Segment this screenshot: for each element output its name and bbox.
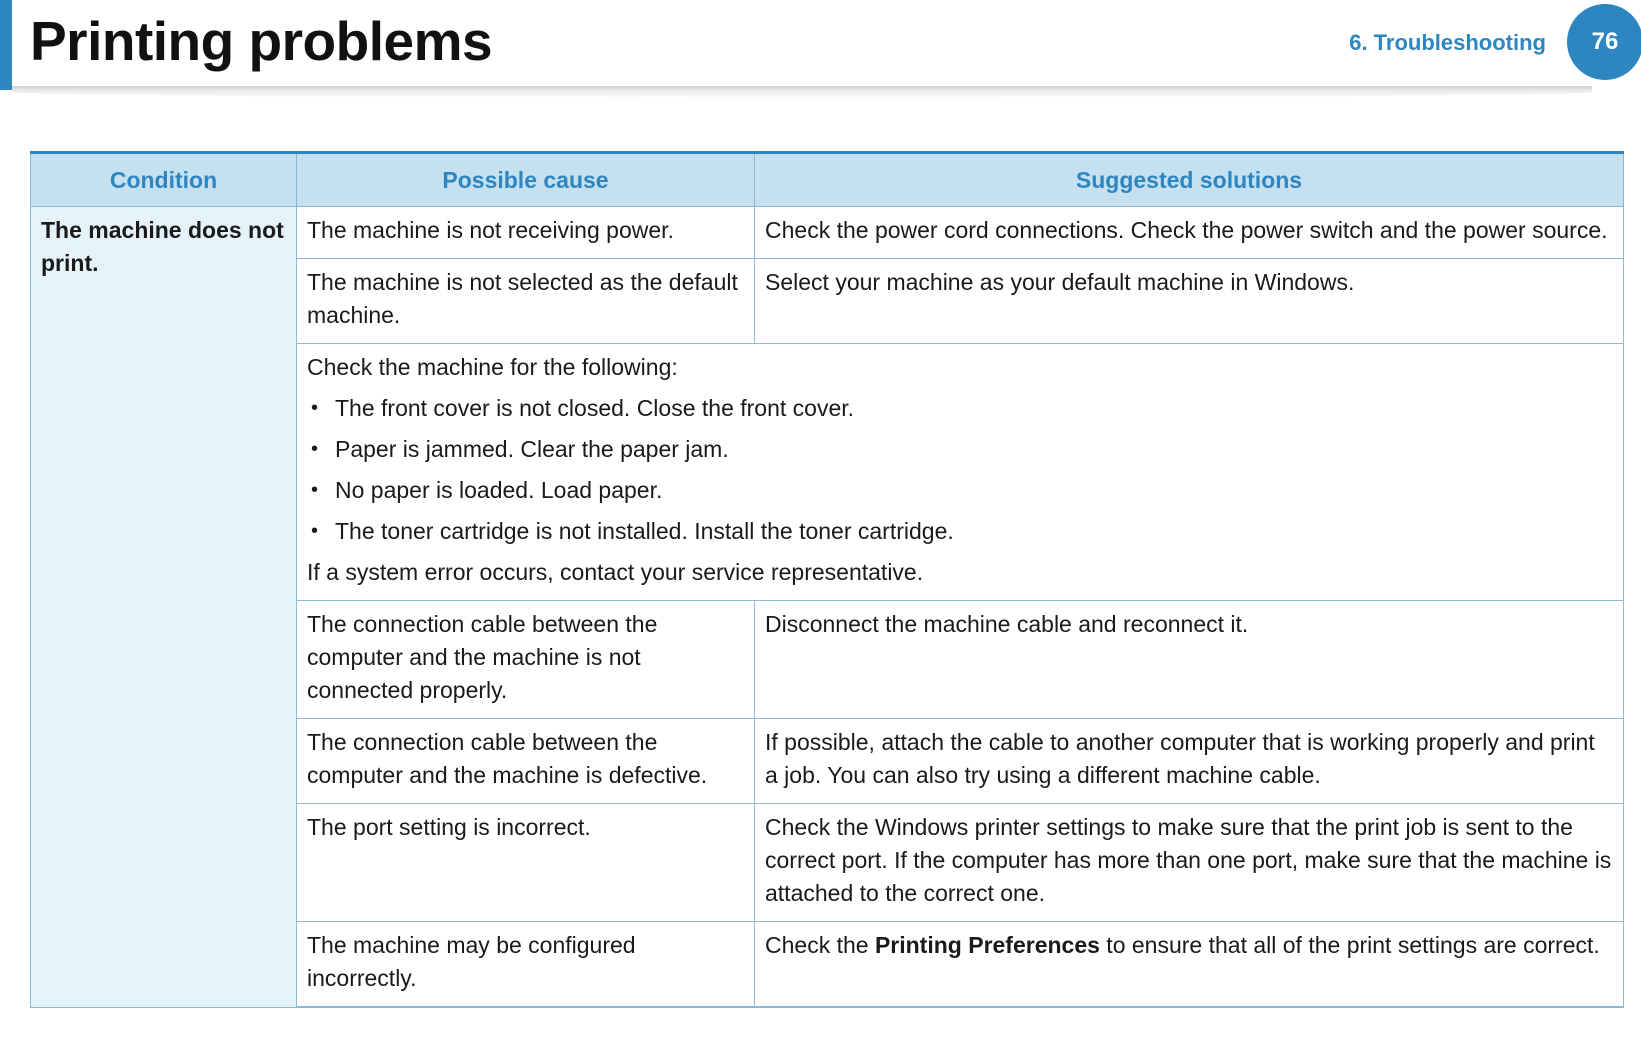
list-item: • No paper is loaded. Load paper. — [307, 474, 1613, 507]
title-accent-bar — [0, 0, 12, 90]
page-title: Printing problems — [30, 10, 493, 72]
checklist-intro: Check the machine for the following: — [307, 354, 678, 380]
solution-cell: Check the Windows printer settings to make sure that the print job is sent to the correct port. If the computer has more than one port, make sure that the machine is attached to the correct one. — [755, 804, 1624, 922]
solution-cell: If possible, attach the cable to another computer that is working properly and print a job. You can also try using a different machine cable. — [755, 719, 1624, 804]
condition-cell: The machine does not print. — [31, 207, 297, 1008]
checklist — [307, 392, 1613, 548]
column-header-possible-cause: Possible cause — [297, 153, 755, 207]
cause-cell: The machine is not selected as the default machine. — [297, 259, 755, 344]
chapter-label: 6. Troubleshooting — [1349, 30, 1546, 55]
cause-cell: The connection cable between the computer and the machine is not connected properly. — [297, 601, 755, 719]
solution-cell — [755, 922, 1624, 1008]
table-row — [31, 207, 1624, 259]
cause-cell: The connection cable between the computer and the machine is defective. — [297, 719, 755, 804]
solution-cell: Check the power cord connections. Check the power switch and the power source. — [755, 207, 1624, 259]
checklist-outro: If a system error occurs, contact your service representative. — [307, 559, 924, 585]
solution-cell: Select your machine as your default machine in Windows. — [755, 259, 1624, 344]
header-divider — [12, 86, 1592, 98]
table-header-row — [31, 153, 1624, 207]
checklist-cell — [297, 344, 1624, 601]
cause-cell: The port setting is incorrect. — [297, 804, 755, 922]
solution-text-suffix: to ensure that all of the print settings are correct. — [1099, 932, 1600, 958]
column-header-condition: Condition — [31, 153, 297, 207]
solution-text-prefix: Check the — [765, 932, 875, 958]
troubleshooting-table — [30, 151, 1624, 1008]
solution-cell: Disconnect the machine cable and reconnect it. — [755, 601, 1624, 719]
printing-preferences-label: Printing Preferences — [874, 932, 1100, 958]
cause-cell: The machine may be configured incorrectly. — [297, 922, 755, 1008]
list-item: • Paper is jammed. Clear the paper jam. — [307, 433, 1613, 466]
list-item: • The toner cartridge is not installed. Install the toner cartridge. — [307, 515, 1613, 548]
column-header-suggested-solutions: Suggested solutions — [755, 153, 1624, 207]
list-item: • The front cover is not closed. Close the front cover. — [307, 392, 1613, 425]
page-number-badge: 76 — [1567, 4, 1641, 80]
cause-cell: The machine is not receiving power. — [297, 207, 755, 259]
